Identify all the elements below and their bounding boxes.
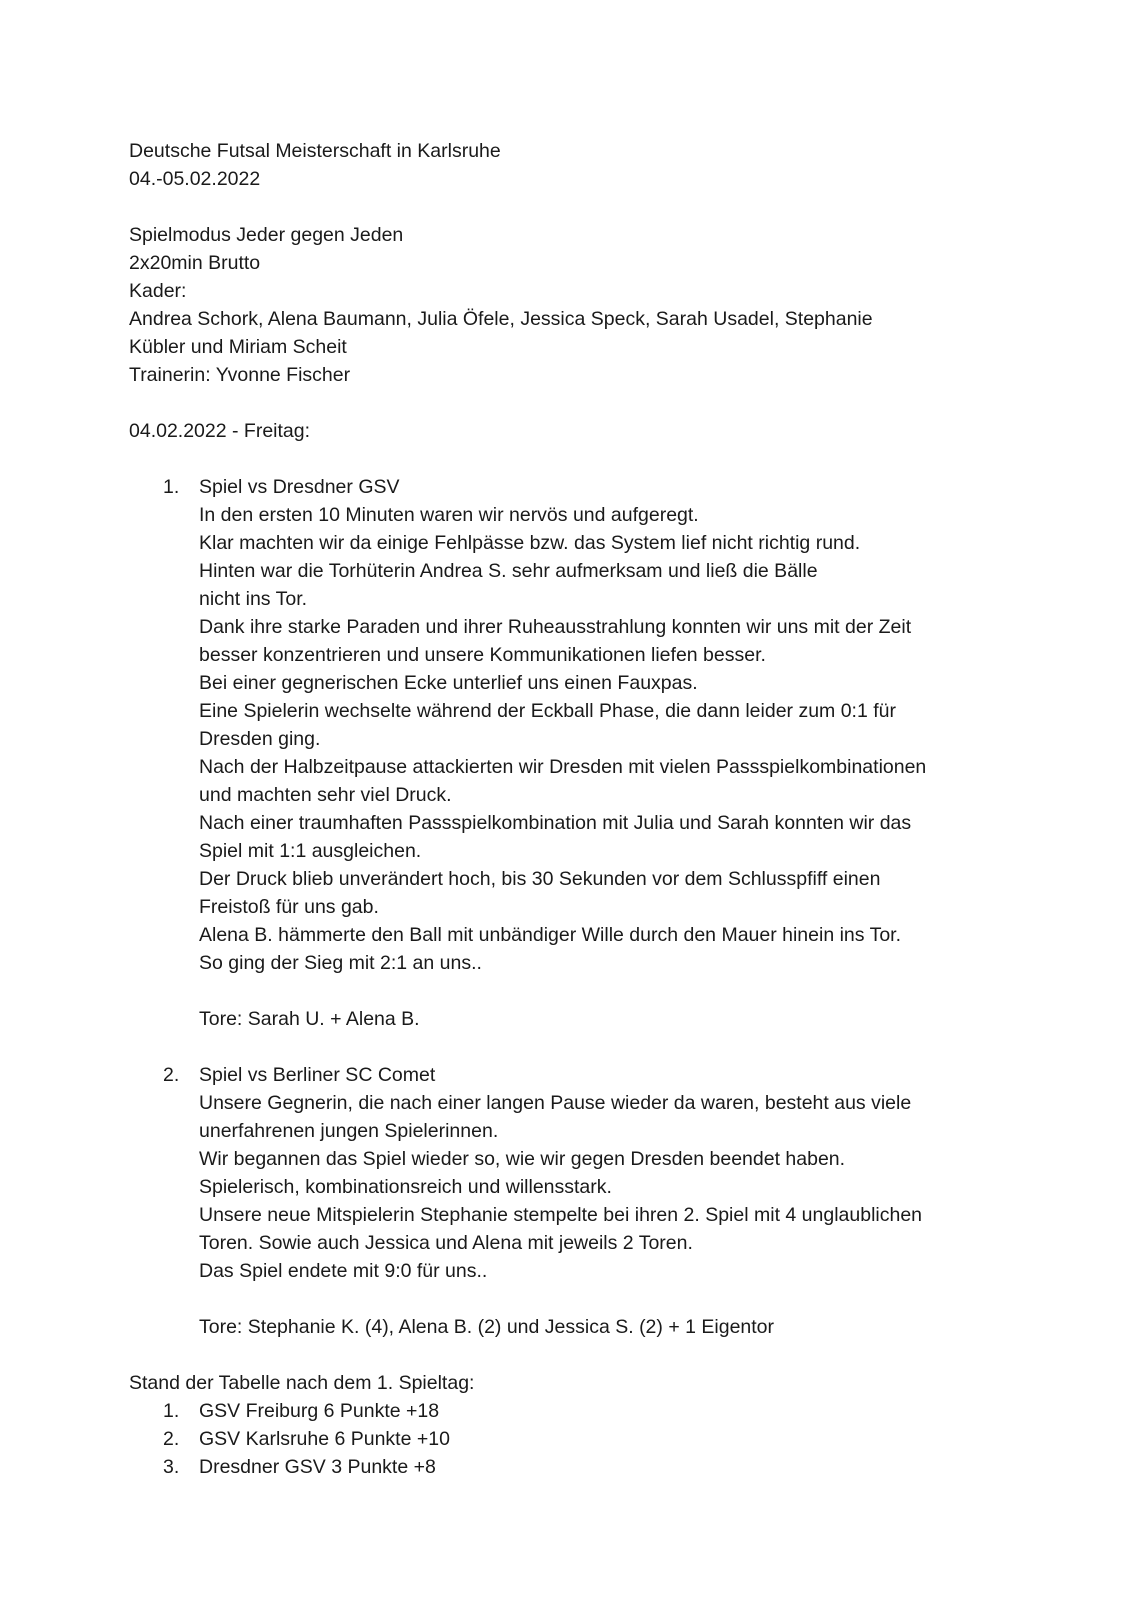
list-number: 2.	[163, 1428, 180, 1450]
squad-list-line-1: Andrea Schork, Alena Baumann, Julia Öfele, Jessica Speck, Sarah Usadel, Stephanie	[129, 308, 873, 330]
game-report-line: Freistoß für uns gab.	[199, 896, 379, 918]
spacer	[199, 1341, 1029, 1369]
game-report-line: Dank ihre starke Paraden und ihrer Ruheausstrahlung konnten wir uns mit der Zeit	[199, 616, 912, 638]
squad-label: Kader:	[129, 280, 187, 302]
list-number: 2.	[163, 1064, 180, 1086]
spacer	[129, 445, 1029, 473]
game-report-line: unerfahrenen jungen Spielerinnen.	[199, 1120, 499, 1142]
game-report-line: Hinten war die Torhüterin Andrea S. sehr aufmerksam und ließ die Bälle	[199, 560, 818, 582]
game-report-line: Wir begannen das Spiel wieder so, wie wir gegen Dresden beendet haben.	[199, 1148, 846, 1170]
game-mode: Spielmodus Jeder gegen Jeden	[129, 224, 404, 246]
day-heading: 04.02.2022 - Freitag:	[129, 420, 311, 442]
game-report-line: Nach einer traumhaften Passspielkombination mit Julia und Sarah konnten wir das	[199, 812, 912, 834]
game-report-2	[129, 1061, 1029, 1369]
game-report-line: und machten sehr viel Druck.	[199, 784, 452, 806]
game-goals: Tore: Stephanie K. (4), Alena B. (2) und Jessica S. (2) + 1 Eigentor	[199, 1316, 775, 1338]
document-title: Deutsche Futsal Meisterschaft in Karlsruhe	[129, 140, 501, 162]
game-report-line: Spiel mit 1:1 ausgleichen.	[199, 840, 422, 862]
game-report-line: Unsere neue Mitspielerin Stephanie stempelte bei ihren 2. Spiel mit 4 unglaublichen	[199, 1204, 923, 1226]
standings-row	[129, 1425, 1029, 1453]
game-report-line: Das Spiel endete mit 9:0 für uns..	[199, 1260, 488, 1282]
game-report-line: Der Druck blieb unverändert hoch, bis 30 Sekunden vor dem Schlusspfiff einen	[199, 868, 881, 890]
spacer	[129, 389, 1029, 417]
list-number: 3.	[163, 1456, 180, 1478]
standings-row	[129, 1453, 1029, 1481]
game-duration: 2x20min Brutto	[129, 252, 261, 274]
game-report-line: Dresden ging.	[199, 728, 321, 750]
spacer	[199, 977, 1029, 1005]
game-title: Spiel vs Berliner SC Comet	[199, 1064, 436, 1086]
standings-heading: Stand der Tabelle nach dem 1. Spieltag:	[129, 1372, 475, 1394]
game-report-line: Eine Spielerin wechselte während der Eckball Phase, die dann leider zum 0:1 für	[199, 700, 896, 722]
game-report-1	[129, 473, 1029, 1061]
coach: Trainerin: Yvonne Fischer	[129, 364, 351, 386]
game-report-line: Unsere Gegnerin, die nach einer langen Pause wieder da waren, besteht aus viele	[199, 1092, 912, 1114]
standings-row	[129, 1397, 1029, 1425]
list-number: 1.	[163, 476, 180, 498]
spacer	[199, 1033, 1029, 1061]
game-report-line: Alena B. hämmerte den Ball mit unbändiger Wille durch den Mauer hinein ins Tor.	[199, 924, 902, 946]
game-title: Spiel vs Dresdner GSV	[199, 476, 400, 498]
squad-list-line-2: Kübler und Miriam Scheit	[129, 336, 347, 358]
standings-entry: Dresdner GSV 3 Punkte +8	[199, 1456, 436, 1478]
standings-entry: GSV Freiburg 6 Punkte +18	[199, 1400, 440, 1422]
game-report-line: Toren. Sowie auch Jessica und Alena mit jeweils 2 Toren.	[199, 1232, 693, 1254]
list-number: 1.	[163, 1400, 180, 1422]
spacer	[199, 1285, 1029, 1313]
game-report-line: nicht ins Tor.	[199, 588, 308, 610]
standings-list	[129, 1397, 1029, 1481]
game-report-line: besser konzentrieren und unsere Kommunikationen liefen besser.	[199, 644, 766, 666]
game-goals: Tore: Sarah U. + Alena B.	[199, 1008, 420, 1030]
game-report-line: Spielerisch, kombinationsreich und willensstark.	[199, 1176, 612, 1198]
standings-entry: GSV Karlsruhe 6 Punkte +10	[199, 1428, 450, 1450]
game-report-line: Klar machten wir da einige Fehlpässe bzw. das System lief nicht richtig rund.	[199, 532, 861, 554]
game-report-line: Nach der Halbzeitpause attackierten wir Dresden mit vielen Passspielkombinationen	[199, 756, 927, 778]
document-content	[129, 137, 1029, 1481]
event-dates: 04.-05.02.2022	[129, 168, 261, 190]
game-report-line: Bei einer gegnerischen Ecke unterlief uns einen Fauxpas.	[199, 672, 698, 694]
spacer	[129, 193, 1029, 221]
game-report-line: So ging der Sieg mit 2:1 an uns..	[199, 952, 482, 974]
game-list	[129, 473, 1029, 1369]
game-report-line: In den ersten 10 Minuten waren wir nervös und aufgeregt.	[199, 504, 699, 526]
